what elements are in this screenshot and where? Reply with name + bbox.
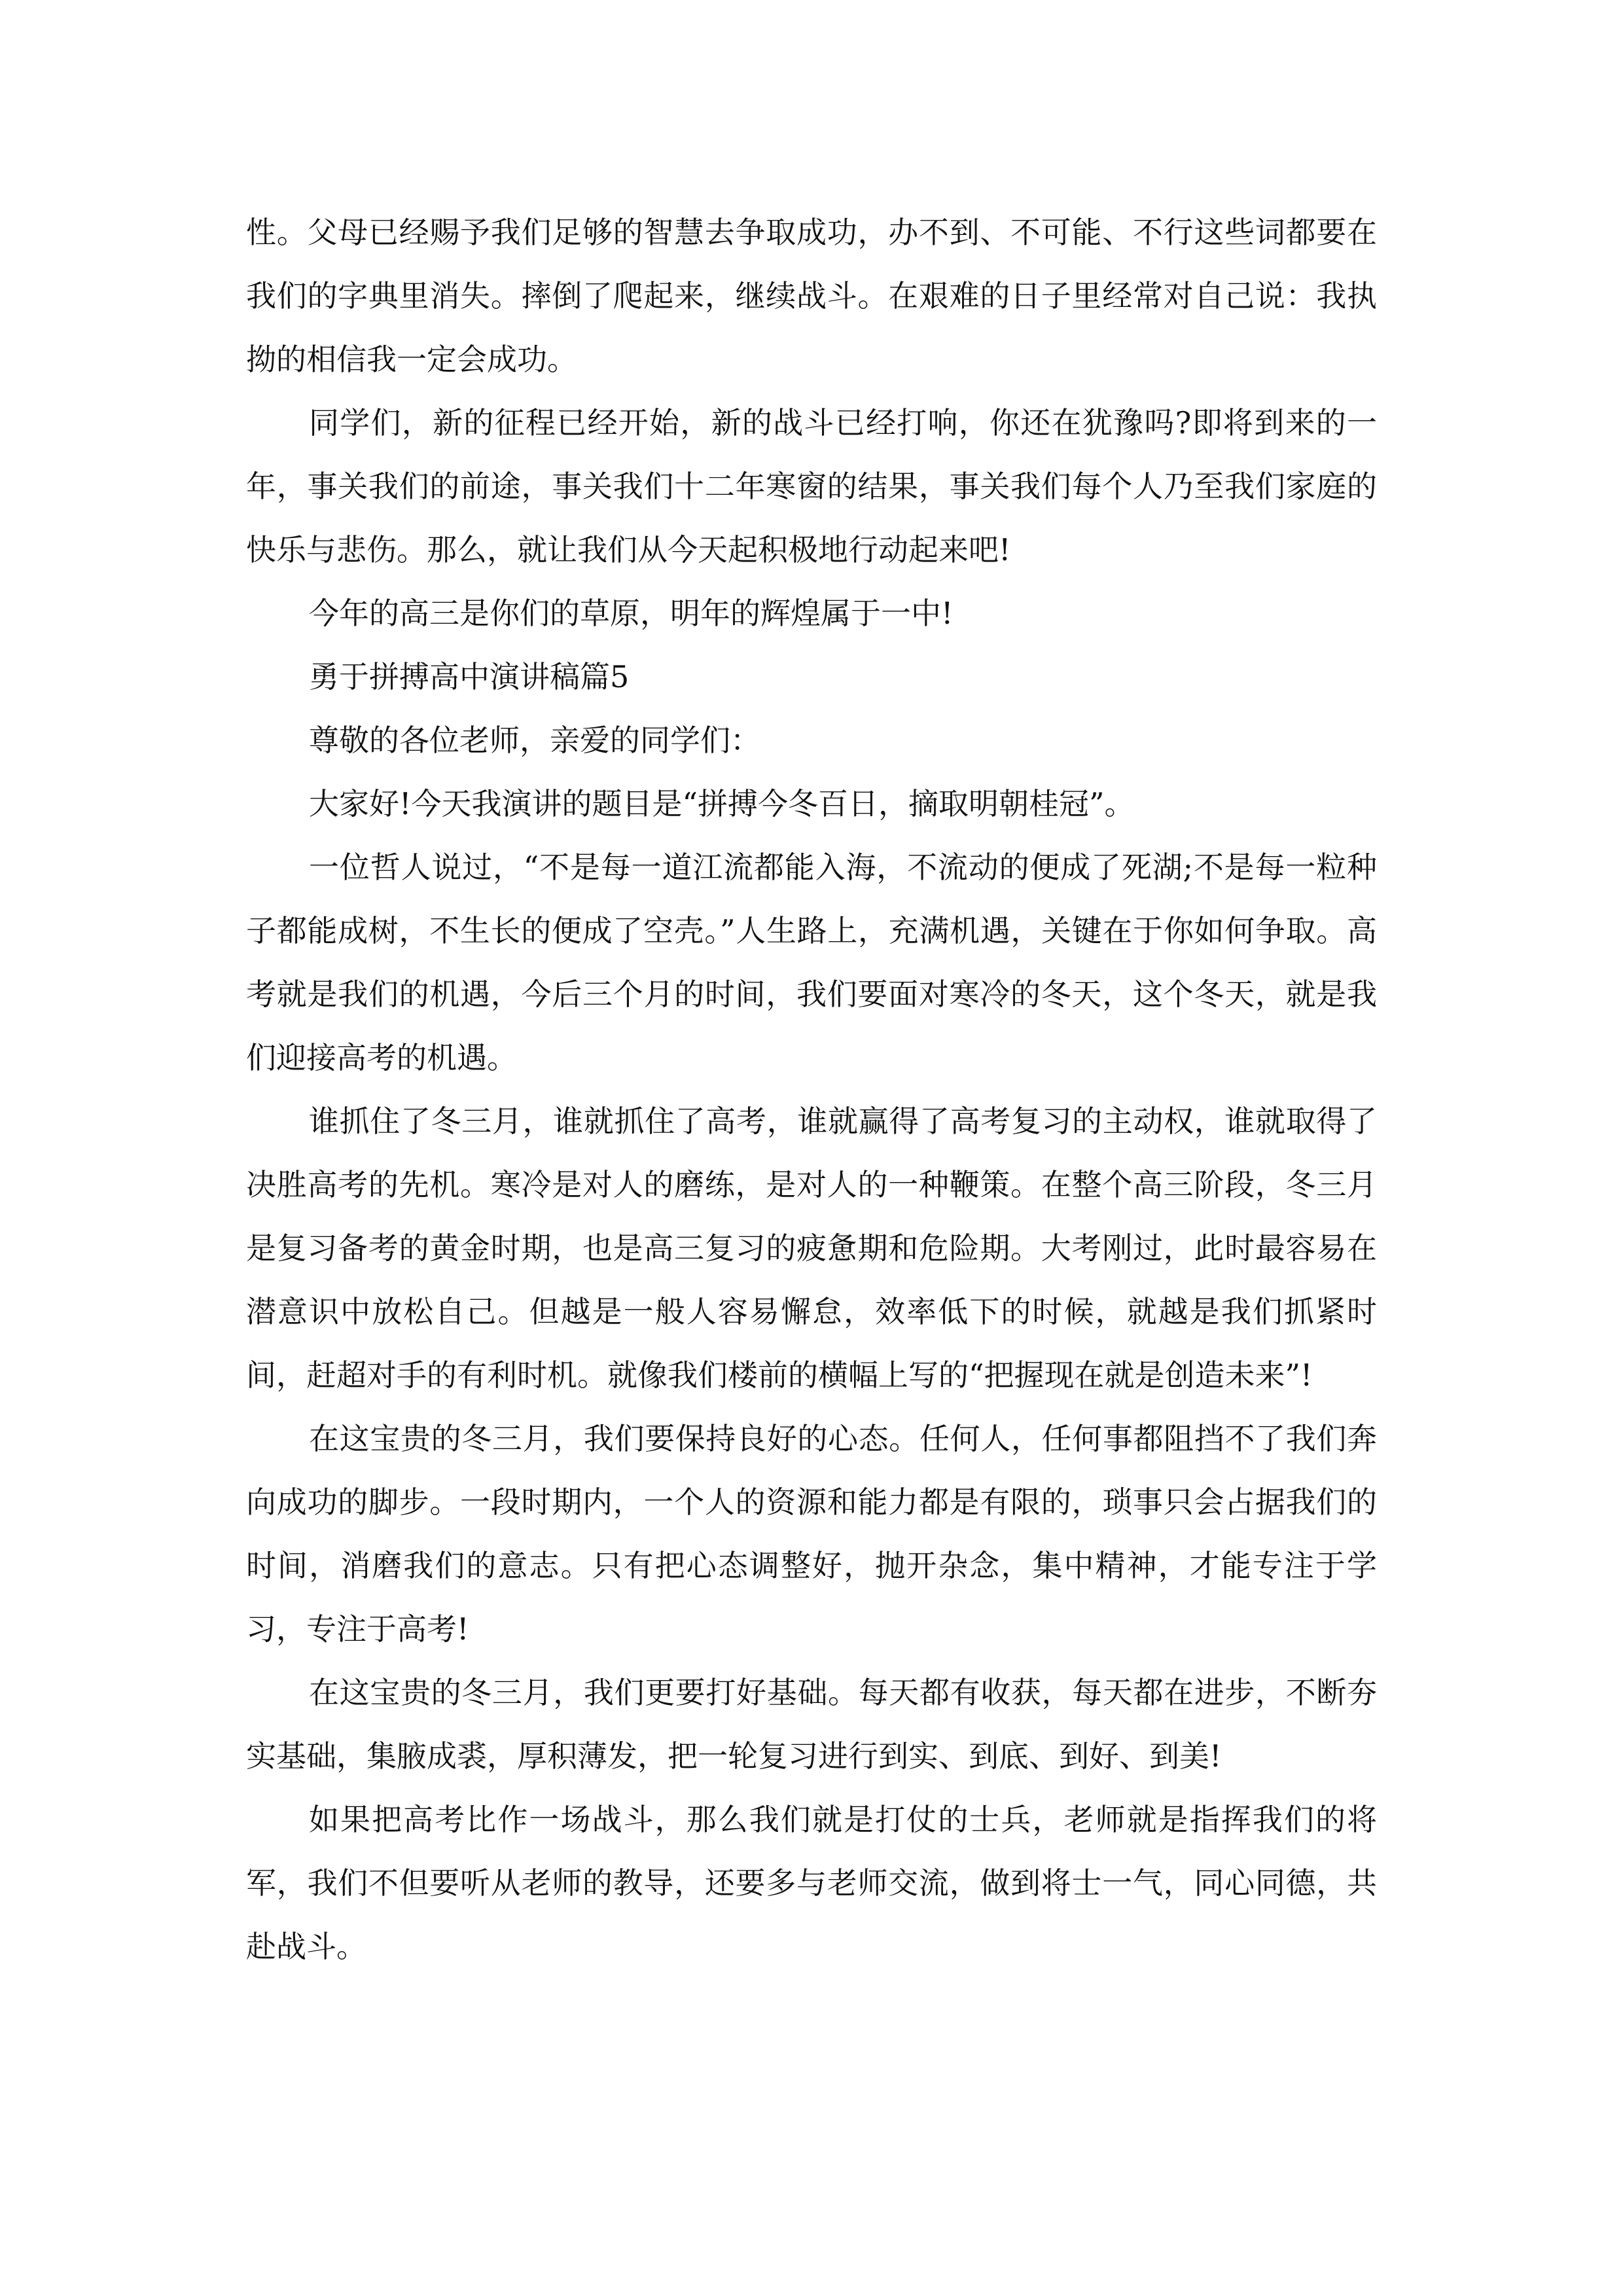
paragraph: 一位哲人说过，“不是每一道江流都能入海，不流动的便成了死湖;不是每一粒种子都能成树，不生长的便成了空壳。”人生路上，充满机遇，关键在于你如何争取。高考就是我们的机遇，今后三个月的时间，我们要面对寒冷的冬天，这个冬天，就是我们迎接高考的机遇。 [246,850,1377,1075]
paragraph: 今年的高三是你们的草原，明年的辉煌属于一中! [309,596,954,631]
paragraph: 在这宝贵的冬三月，我们要保持良好的心态。任何人，任何事都阻挡不了我们奔向成功的脚步。一段时期内，一个人的资源和能力都是有限的，琐事只会占据我们的时间，消磨我们的意志。只有把心态调整好，抛开杂念，集中精神，才能专注于学习，专注于高考! [246,1421,1377,1647]
paragraph: 同学们，新的征程已经开始，新的战斗已经打响，你还在犹豫吗?即将到来的一年，事关我们的前途，事关我们十二年寒窗的结果，事关我们每个人乃至我们家庭的快乐与悲伤。那么，就让我们从今天起积极地行动起来吧! [246,405,1377,567]
paragraph: 在这宝贵的冬三月，我们更要打好基础。每天都有收获，每天都在进步，不断夯实基础，集腋成裘，厚积薄发，把一轮复习进行到实、到底、到好、到美! [246,1675,1377,1774]
body-text [246,201,1377,1979]
paragraph: 谁抓住了冬三月，谁就抓住了高考，谁就赢得了高考复习的主动权，谁就取得了决胜高考的先机。寒冷是对人的磨练，是对人的一种鞭策。在整个高三阶段，冬三月是复习备考的黄金时期，也是高三复习的疲惫期和危险期。大考刚过，此时最容易在潜意识中放松自己。但越是一般人容易懈怠，效率低下的时候，就越是我们抓紧时间，赶超对手的有利时机。就像我们楼前的横幅上写的“把握现在就是创造未来”! [246,1103,1377,1393]
paragraph: 大家好!今天我演讲的题目是“拼搏今冬百日，摘取明朝桂冠”。 [309,786,1135,821]
paragraph-continuation: 性。父母已经赐予我们足够的智慧去争取成功，办不到、不可能、不行这些词都要在我们的字典里消失。摔倒了爬起来，继续战斗。在艰难的日子里经常对自己说：我执拗的相信我一定会成功。 [246,215,1377,377]
section-heading: 勇于拼搏高中演讲稿篇5 [309,659,630,694]
paragraph: 如果把高考比作一场战斗，那么我们就是打仗的士兵，老师就是指挥我们的将军，我们不但要听从老师的教导，还要多与老师交流，做到将士一气，同心同德，共赴战斗。 [246,1802,1377,1964]
salutation: 尊敬的各位老师，亲爱的同学们： [309,723,760,758]
